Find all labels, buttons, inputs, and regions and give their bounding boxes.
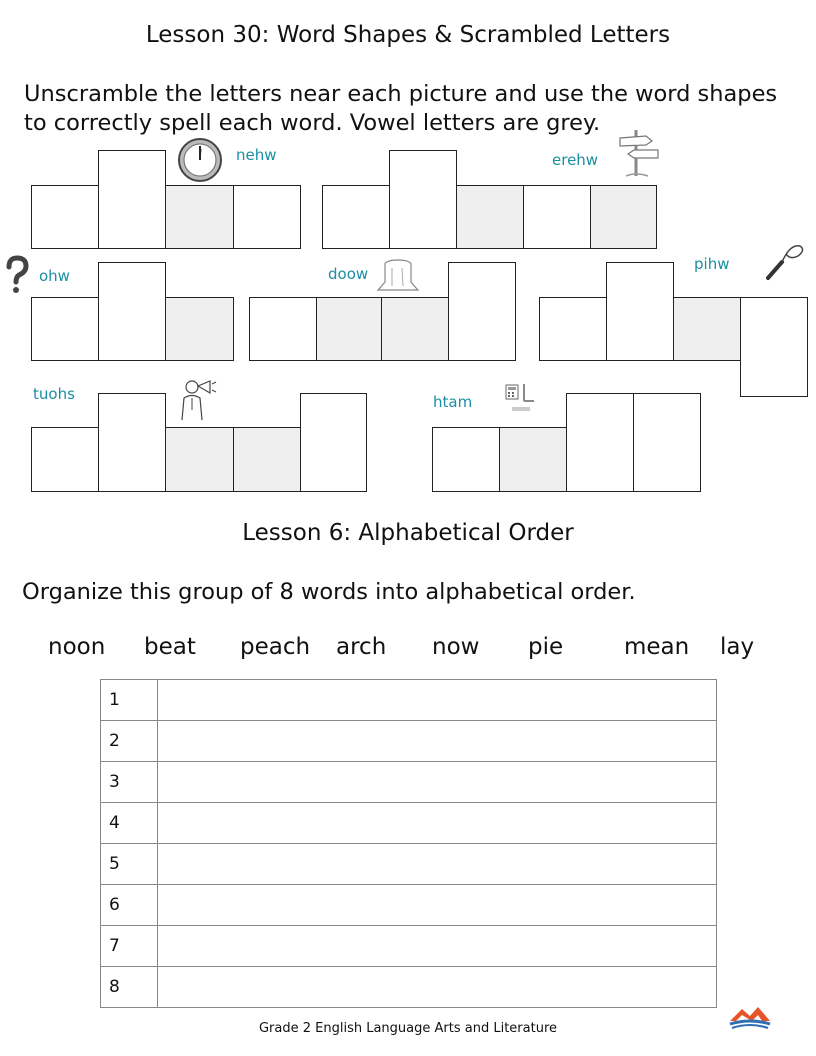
vowel-letter-box[interactable] (165, 427, 234, 492)
shouting-man-icon (178, 378, 218, 422)
letter-box[interactable] (98, 393, 166, 492)
row-number: 7 (101, 926, 158, 967)
table-row (101, 926, 717, 967)
letter-box[interactable] (523, 185, 591, 249)
vowel-letter-box[interactable] (673, 297, 741, 361)
word-bank-item: lay (720, 634, 755, 660)
letter-box[interactable] (31, 427, 99, 492)
vowel-letter-box[interactable] (233, 427, 301, 492)
word-bank (0, 634, 816, 666)
letter-box[interactable] (300, 393, 367, 492)
letter-box[interactable] (432, 427, 500, 492)
letter-box[interactable] (606, 262, 674, 361)
word-bank-item: peach (240, 634, 311, 660)
letter-box[interactable] (633, 393, 701, 492)
vowel-letter-box[interactable] (165, 297, 234, 361)
letter-box[interactable] (98, 150, 166, 249)
table-row (101, 844, 717, 885)
scrambled-letters: tuohs (33, 385, 75, 403)
vowel-letter-box[interactable] (381, 297, 449, 361)
letter-box[interactable] (233, 185, 301, 249)
answer-cell[interactable] (158, 967, 717, 1008)
vowel-letter-box[interactable] (590, 185, 657, 249)
row-number: 2 (101, 721, 158, 762)
answer-cell[interactable] (158, 721, 717, 762)
letter-box[interactable] (566, 393, 634, 492)
alphabetical-order-table (100, 679, 717, 1008)
table-row (101, 762, 717, 803)
row-number: 3 (101, 762, 158, 803)
instructions-line-1: Unscramble the letters near each picture and use the word shapes (24, 81, 778, 107)
word-bank-item: arch (336, 634, 387, 660)
tree-stump-icon (376, 256, 422, 292)
letter-box[interactable] (249, 297, 317, 361)
table-row (101, 967, 717, 1008)
math-icon (504, 381, 538, 417)
word-bank-item: noon (48, 634, 106, 660)
answer-cell[interactable] (158, 844, 717, 885)
scrambled-letters: htam (433, 393, 473, 411)
question-mark-icon (4, 255, 30, 295)
letter-box[interactable] (31, 185, 99, 249)
lesson30-instructions (24, 80, 804, 138)
answer-cell[interactable] (158, 803, 717, 844)
vowel-letter-box[interactable] (499, 427, 567, 492)
vowel-letter-box[interactable] (316, 297, 382, 361)
lesson6-title: Lesson 6: Alphabetical Order (242, 520, 574, 546)
row-number: 1 (101, 680, 158, 721)
answer-cell[interactable] (158, 680, 717, 721)
scrambled-letters: erehw (552, 151, 599, 169)
footer: Grade 2 English Language Arts and Literature (258, 1021, 558, 1036)
letter-box[interactable] (539, 297, 607, 361)
letter-box[interactable] (322, 185, 390, 249)
word-bank-item: now (432, 634, 480, 660)
row-number: 6 (101, 885, 158, 926)
instructions-line-2: to correctly spell each word. Vowel letters are grey. (24, 110, 601, 136)
letter-box[interactable] (31, 297, 99, 361)
letter-box[interactable] (448, 262, 516, 361)
row-number: 5 (101, 844, 158, 885)
word-bank-item: pie (528, 634, 564, 660)
word-bank-item: mean (624, 634, 690, 660)
publisher-logo-icon (728, 1003, 772, 1031)
scrambled-letters: ohw (39, 267, 70, 285)
vowel-letter-box[interactable] (456, 185, 524, 249)
table-row (101, 885, 717, 926)
word-bank-item: beat (144, 634, 196, 660)
lesson6-instructions: Organize this group of 8 words into alphabetical order. (22, 579, 636, 605)
answer-cell[interactable] (158, 762, 717, 803)
answer-cell[interactable] (158, 926, 717, 967)
table-row (101, 680, 717, 721)
signpost-icon (616, 126, 662, 180)
letter-box[interactable] (389, 150, 457, 249)
scrambled-letters: nehw (236, 146, 277, 164)
row-number: 4 (101, 803, 158, 844)
clock-icon (177, 137, 223, 183)
lesson30-title: Lesson 30: Word Shapes & Scrambled Letters (145, 22, 671, 48)
whip-icon (764, 240, 806, 282)
letter-box[interactable] (740, 297, 808, 397)
scrambled-letters: doow (328, 265, 369, 283)
table-row (101, 721, 717, 762)
scrambled-letters: pihw (694, 255, 730, 273)
row-number: 8 (101, 967, 158, 1008)
table-row (101, 803, 717, 844)
letter-box[interactable] (98, 262, 166, 361)
vowel-letter-box[interactable] (165, 185, 234, 249)
answer-cell[interactable] (158, 885, 717, 926)
